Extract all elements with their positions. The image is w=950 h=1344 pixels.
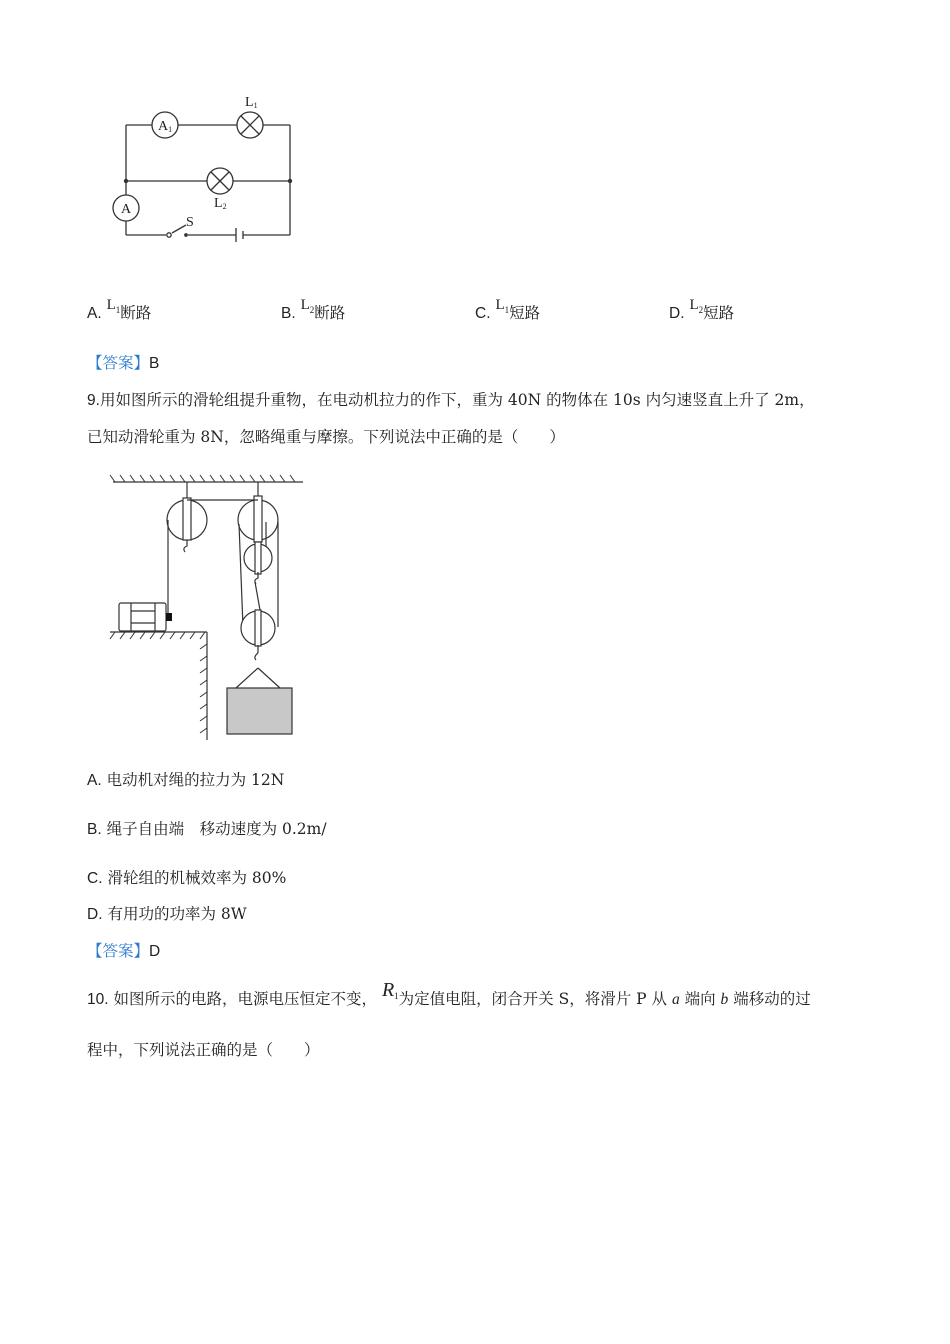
a1-sub: 1 <box>168 125 173 134</box>
l1-label: L <box>245 95 254 110</box>
q9-answer <box>87 941 160 962</box>
q9-option-d: D. 有用功的功率为 8W <box>87 905 247 923</box>
q8-answer <box>87 353 159 374</box>
question-number: 9. <box>87 392 100 409</box>
q10-line2: 程中，下列说法正确的是（ ） <box>87 1041 320 1059</box>
q8-option-a: A. $L^1$断路 <box>87 297 152 322</box>
q9-option-a: A. 电动机对绳的拉力为 12N <box>87 771 285 789</box>
l2-label: L <box>214 196 223 211</box>
q8-option-d: D. $L^2$短路 <box>669 297 735 322</box>
answer-tag: 【答案】 <box>87 942 150 960</box>
l1-sub: 1 <box>253 101 258 110</box>
answer-value: D <box>149 943 161 960</box>
answer-value: B <box>149 355 160 372</box>
q9-line2: 已知动滑轮重为 8N，忽略绳重与摩擦。下列说法中正确的是（ ） <box>87 428 565 446</box>
q8-option-c: C. $L^1$短路 <box>475 297 541 322</box>
pulley-system-diagram <box>105 472 310 744</box>
question-number: 10. <box>87 991 109 1008</box>
a1-label: A <box>158 119 169 134</box>
q9-option-b: B. 绳子自由端 移动速度为 0.2m/ <box>87 820 327 838</box>
ammeter-label: A <box>121 202 132 217</box>
q8-option-b: B. $L^2$断路 <box>281 297 346 322</box>
svg-text:L1 <box>245 95 258 110</box>
q10-line1: 10. 如图所示的电路，电源电压恒定不变， $R^1$为定值电阻，闭合开关 S，将滑片 P 从 a 端向 b 端移动的过 <box>87 979 811 1008</box>
q9-option-c: C. 滑轮组的机械效率为 80% <box>87 869 287 887</box>
circuit-diagram <box>100 90 310 250</box>
q9-line1: 9.用如图所示的滑轮组提升重物，在电动机拉力的作下，重为 40N 的物体在 10s 内匀速竖直上升了 2m， <box>87 391 815 409</box>
svg-text:L2 <box>214 196 227 211</box>
answer-tag: 【答案】 <box>87 354 150 372</box>
switch-label: S <box>186 215 194 230</box>
l2-sub: 2 <box>222 202 227 211</box>
r1-symbol: R <box>381 979 395 1001</box>
